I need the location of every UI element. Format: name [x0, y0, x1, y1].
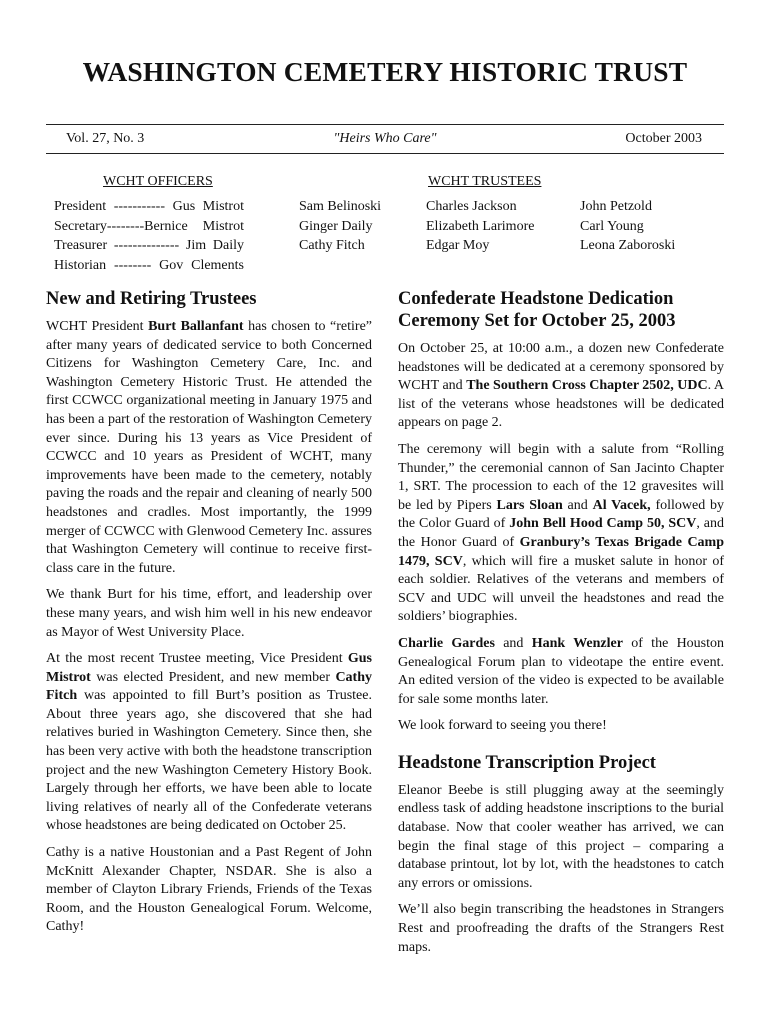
person-name: Gus Mistrot [46, 651, 372, 685]
article-headstone-dedication [398, 288, 724, 965]
article-heading: Headstone Transcription Project [398, 752, 656, 773]
article-paragraph: We look forward to seeing you there! [398, 718, 607, 734]
trustees-list-2 [580, 197, 675, 256]
newsletter-title: WASHINGTON CEMETERY HISTORIC TRUST [82, 56, 688, 87]
organization-name: John Bell Hood Camp 50, SCV [509, 516, 697, 532]
article-paragraph: Eleanor Beebe is still plugging away at the seemingly endless task of adding headstone inscriptions to the burial database. Now that cooler weather has arrived, we can begin the final stage of this project – comparing a database printout, lot by lot, with the headstones to catch any errors or omissions. [398, 782, 724, 891]
article-paragraph: At the most recent Trustee meeting, Vice President Gus Mistrot was elected President, and new member Cathy Fitch was appointed to fill Burt’s position as Trustee. About three years ago, she discovered that she had relatives buried in Washington Cemetery. Since then, she has been very active with both the headstone transcription project and the new Washington Cemetery History Book. Largely through her efforts, we have been able to locate living relatives of nearly all of the Confederate veterans whose headstones are being dedicated on October 25. [46, 651, 372, 834]
officer-president: President ----------- Gus Mistrot [54, 199, 244, 214]
person-name: Burt Ballanfant [148, 319, 244, 334]
article-paragraph: On October 25, at 10:00 a.m., a dozen new Confederate headstones will be dedicated at a ceremony sponsored by WCHT and The Southern Cross Chapter 2502, UDC. A list of the veterans whose headstones will be dedicated appears on page 2. [398, 341, 725, 431]
officer-secretary: Secretary--------Bernice Mistrot [54, 218, 244, 234]
officer-historian: Historian -------- Gov Clements [54, 257, 244, 273]
volume-number: Vol. 27, No. 3 [66, 131, 145, 146]
organization-name: The Southern Cross Chapter 2502, UDC [466, 378, 708, 394]
officer-extra-name: Cathy Fitch [299, 238, 365, 253]
trustees-heading: WCHT TRUSTEES [428, 174, 542, 189]
officers-extra-list [299, 197, 381, 256]
trustee-name: Leona Zaboroski [580, 238, 676, 253]
officers-list [54, 197, 244, 275]
trustee-name: John Petzold [580, 199, 652, 214]
masthead-rule-bottom [46, 153, 724, 154]
article-paragraph: We’ll also begin transcribing the headstones in Strangers Rest and proofreading the drafts of the Strangers Rest maps. [398, 902, 724, 955]
article-paragraph: We thank Burt for his time, effort, and leadership over these many years, and wish him well in his new endeavor as Mayor of West University Place. [46, 587, 372, 640]
person-name: Charlie Gardes [398, 635, 495, 651]
person-name: Hank Wenzler [531, 635, 623, 651]
person-name: Lars Sloan [496, 497, 563, 513]
issue-date: October 2003 [625, 131, 702, 146]
trustee-name: Edgar Moy [426, 238, 490, 253]
trustees-list-1 [426, 197, 534, 256]
person-name: Al Vacek, [592, 497, 651, 513]
organization-name: Granbury’s Texas Brigade Camp 1479, SCV [398, 534, 725, 569]
article-paragraph: Cathy is a native Houstonian and a Past Regent of John McKnitt Alexander Chapter, NSDAR. She is also a member of Clayton Library Friends, Friends of the Texas Room, and the Houston Genealogical Forum. Welcome, Cathy! [46, 845, 372, 935]
trustee-name: Charles Jackson [426, 199, 517, 214]
officer-extra-name: Sam Belinoski [299, 199, 382, 214]
masthead-rule-top [46, 124, 724, 125]
officer-extra-name: Ginger Daily [299, 218, 373, 234]
article-paragraph: WCHT President Burt Ballanfant has chosen to “retire” after many years of dedicated service to both Concerned Citizens for Washington Cemetery Care, Inc. and Washington Cemetery Historic Trust. He attended the first CCWCC organizational meeting in January 1975 and has been a part of the restoration of Washington Cemetery ever since. During his 13 years as Vice President of CCWCC and 10 years as President of WCHT, many improvements have been made to the cemetery, notably paving the roads and the repair and cleaning of nearly 500 headstones and cradles. Most importantly, the 1999 merger of CCWCC with Glenwood Cemetery Inc. assures that Washington Cemetery will continue to receive first-class care in the future. [46, 319, 373, 576]
officers-heading: WCHT OFFICERS [103, 174, 213, 189]
article-heading: New and Retiring Trustees [46, 289, 257, 309]
person-name: Cathy Fitch [46, 669, 372, 704]
officer-treasurer: Treasurer -------------- Jim Daily [54, 238, 244, 253]
article-paragraph: The ceremony will begin with a salute from “Rolling Thunder,” the ceremonial cannon of San Jacinto Chapter 1, SRT. The procession to each of the 12 gravesites will be led by Pipers Lars Sloan and Al Vacek, followed by the Color Guard of John Bell Hood Camp 50, SCV, and the Honor Guard of Granbury’s Texas Brigade Camp 1479, SCV, which will fire a musket salute in honor of each soldier. Relatives of the veterans and members of SCV and UDC will unveil the headstones and read the soldiers’ biographies. [398, 441, 725, 625]
article-new-retiring-trustees [46, 288, 372, 945]
trustee-name: Carl Young [580, 218, 644, 234]
article-heading: Confederate Headstone Dedication Ceremony Set for October 25, 2003 [398, 289, 676, 331]
article-paragraph: Charlie Gardes and Hank Wenzler of the Houston Genealogical Forum plan to videotape the entire event. An edited version of the video is expected to be available for sale some months later. [398, 635, 725, 707]
newsletter-motto: "Heirs Who Care" [333, 131, 437, 146]
trustee-name: Elizabeth Larimore [426, 218, 535, 234]
